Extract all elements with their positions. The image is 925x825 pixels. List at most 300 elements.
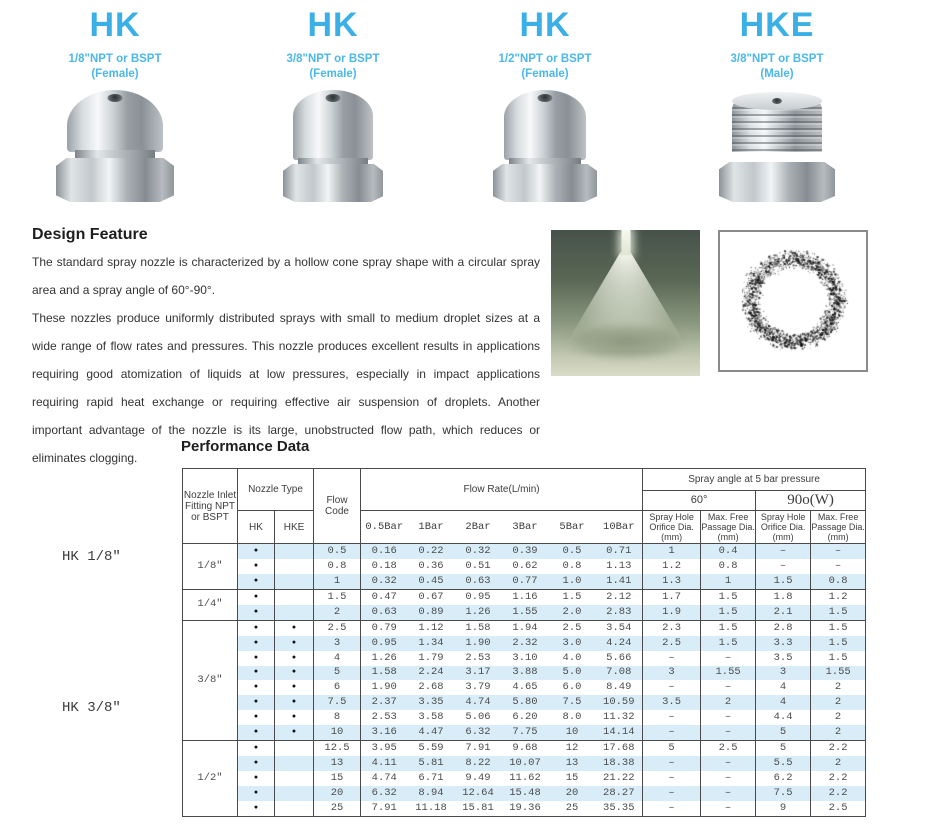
flow-rate-cell: 11.18 <box>415 801 447 814</box>
flow-rate-cell: 0.18 <box>361 559 408 574</box>
spray-angle-cell: 1.8 <box>756 589 811 604</box>
spray-angle-cell: 2 <box>811 710 866 725</box>
flow-rate-cell: 5.0 <box>549 666 596 681</box>
flow-rate-cell: 6.32 <box>455 725 502 740</box>
product-hk-12 <box>440 4 650 202</box>
spray-angle-cell: – <box>643 771 701 786</box>
nozzle-collar <box>75 150 155 159</box>
header-angle-60: 60° <box>643 491 756 511</box>
flow-rate-cell: 0.77 <box>502 574 549 589</box>
header-max-free-90: Max. Free Passage Dia.(mm) <box>811 512 865 542</box>
flow-rate-cell: 5.06 <box>465 711 491 724</box>
spray-angle-cell: 1.5 <box>811 651 866 666</box>
flow-rate-cell: 3.88 <box>502 666 549 681</box>
spray-angle-cell: – <box>811 544 866 559</box>
spray-angle-cell: 2.1 <box>756 605 811 620</box>
flow-code-cell: 8 <box>314 710 361 725</box>
flow-rate-cell: 3.35 <box>408 695 455 710</box>
flow-code-cell: 20 <box>314 786 361 801</box>
flow-rate-cell: 1.94 <box>502 620 549 635</box>
side-label-hk-18: HK 1/8″ <box>62 549 121 565</box>
product-hk-38 <box>228 4 438 202</box>
flow-code-cell: 3 <box>314 636 361 651</box>
flow-rate-cell: 0.47 <box>361 589 408 604</box>
flow-rate-cell: 9.49 <box>465 772 491 785</box>
flow-rate-cell: 3.10 <box>512 651 538 664</box>
spray-angle-cell: – <box>701 801 756 816</box>
table-row <box>183 741 866 756</box>
flow-code-cell: 7.5 <box>314 695 361 710</box>
spray-angle-cell: – <box>643 725 701 740</box>
product-title: HK <box>519 6 571 44</box>
table-row <box>183 605 866 620</box>
table-row <box>183 589 866 604</box>
hk-dot-cell: ● <box>238 801 275 816</box>
hke-dot-cell <box>275 771 314 786</box>
spray-angle-cell: – <box>643 651 701 666</box>
nozzle-orifice <box>538 94 553 102</box>
flow-rate-cell: 1.5 <box>549 589 596 604</box>
flow-rate-cell: 7.75 <box>502 725 549 740</box>
header-flow-rate: Flow Rate(L/min) <box>361 469 643 511</box>
design-feature-paragraph-1: The standard spray nozzle is characterized by a hollow cone spray shape with a circular spray area and a spray angle of 60°-90°. <box>32 255 540 297</box>
flow-rate-cell: 7.08 <box>596 666 643 681</box>
flow-rate-cell: 4.11 <box>361 756 408 771</box>
flow-code-cell: 6 <box>314 680 361 695</box>
hke-dot-cell: ● <box>275 666 314 681</box>
flow-rate-cell: 3.79 <box>465 681 491 694</box>
nozzle-image <box>273 90 393 202</box>
spray-angle-cell: – <box>701 756 756 771</box>
table-row <box>183 666 866 681</box>
table-row <box>183 636 866 651</box>
table-row <box>183 680 866 695</box>
flow-rate-cell: 0.5 <box>549 544 596 559</box>
flow-code-cell: 15 <box>314 771 361 786</box>
spray-angle-cell: 1.5 <box>756 574 811 589</box>
flow-rate-cell: 8.49 <box>606 681 632 694</box>
product-spec: 1/2"NPT or BSPT <box>498 53 592 65</box>
flow-rate-cell: 3.58 <box>418 711 444 724</box>
nozzle-hex-nut <box>283 164 383 202</box>
spray-angle-cell: – <box>701 680 756 695</box>
spray-angle-cell: 4 <box>756 680 811 695</box>
header-nozzle-type: Nozzle Type <box>238 469 314 511</box>
spray-angle-cell: – <box>701 786 756 801</box>
flow-rate-cell: 25 <box>565 801 579 814</box>
table-row <box>183 756 866 771</box>
spray-angle-cell: 2.5 <box>811 801 866 816</box>
nozzle-hex-nut <box>56 158 174 202</box>
spray-angle-cell: 0.8 <box>701 559 756 574</box>
fitting-size-cell: 1/4″ <box>183 589 238 620</box>
flow-rate-cell: 0.32 <box>455 544 502 559</box>
spray-angle-cell: – <box>643 710 701 725</box>
header-bar-5: 5Bar <box>549 511 596 544</box>
header-bar-10: 10Bar <box>596 511 643 544</box>
spray-angle-cell: – <box>643 786 701 801</box>
spray-angle-cell: – <box>701 651 756 666</box>
flow-rate-cell: 10.07 <box>502 756 549 771</box>
nozzle-orifice <box>326 94 341 102</box>
flow-rate-cell: 2.68 <box>418 681 444 694</box>
spray-angle-cell: 2 <box>811 725 866 740</box>
spray-splash-shadow <box>567 324 685 360</box>
product-gender: (Female) <box>91 68 139 80</box>
spray-angle-cell: 1.5 <box>811 636 866 651</box>
hk-dot-cell: ● <box>238 786 275 801</box>
flow-rate-cell: 0.71 <box>596 544 643 559</box>
spray-angle-cell: 1.5 <box>811 605 866 620</box>
product-title: HK <box>89 6 141 44</box>
flow-rate-cell: 3.95 <box>361 741 408 756</box>
flow-rate-cell: 19.36 <box>509 801 541 814</box>
design-feature-heading: Design Feature <box>32 226 148 243</box>
header-max-free-60: Max. Free Passage Dia.(mm) <box>701 512 755 542</box>
spray-angle-cell: 1.5 <box>701 636 756 651</box>
nozzle-image <box>485 90 605 202</box>
flow-code-cell: 25 <box>314 801 361 816</box>
flow-rate-cell: 1.90 <box>455 636 502 651</box>
flow-rate-cell: 1.90 <box>361 680 408 695</box>
spray-angle-cell: 9 <box>756 801 811 816</box>
hke-dot-cell <box>275 574 314 589</box>
flow-rate-cell: 2.5 <box>549 620 596 635</box>
spray-angle-cell: 3.5 <box>756 651 811 666</box>
spray-angle-cell: 1 <box>701 574 756 589</box>
flow-rate-cell: 0.51 <box>465 559 491 572</box>
flow-rate-cell: 15.81 <box>462 801 494 814</box>
hk-dot-cell: ● <box>238 710 275 725</box>
performance-data-heading: Performance Data <box>181 438 310 455</box>
fitting-size-cell: 3/8″ <box>183 620 238 741</box>
product-title: HK <box>307 6 359 44</box>
flow-rate-cell: 5.80 <box>502 695 549 710</box>
product-title: HKE <box>739 6 815 44</box>
nozzle-hex-nut <box>493 164 597 202</box>
hke-dot-cell: ● <box>275 636 314 651</box>
flow-rate-cell: 7.91 <box>455 741 502 756</box>
spray-angle-cell: 5 <box>756 741 811 756</box>
flow-code-cell: 1 <box>314 574 361 589</box>
header-flow-code: Flow Code <box>314 469 361 544</box>
flow-rate-cell: 0.32 <box>361 574 408 589</box>
flow-rate-cell: 1.41 <box>596 574 643 589</box>
header-bar-05: 0.5Bar <box>361 511 408 544</box>
flow-rate-cell: 3.54 <box>596 620 643 635</box>
header-bar-1: 1Bar <box>408 511 455 544</box>
fitting-size-cell: 1/8″ <box>183 544 238 590</box>
flow-rate-cell: 0.67 <box>408 589 455 604</box>
flow-rate-cell: 12.64 <box>455 786 502 801</box>
flow-rate-cell: 5.81 <box>408 756 455 771</box>
nozzle-hex-nut <box>719 162 835 202</box>
hke-dot-cell: ● <box>275 651 314 666</box>
spray-angle-cell: 1.55 <box>811 666 866 681</box>
spray-angle-cell: 2 <box>811 680 866 695</box>
product-gender: (Male) <box>760 68 794 80</box>
hk-dot-cell: ● <box>238 771 275 786</box>
flow-rate-cell: 5.66 <box>606 651 632 664</box>
flow-rate-cell: 1.12 <box>408 620 455 635</box>
table-row <box>183 651 866 666</box>
table-row <box>183 559 866 574</box>
flow-rate-cell: 15.48 <box>502 786 549 801</box>
flow-rate-cell: 0.95 <box>455 589 502 604</box>
spray-angle-cell: 1.2 <box>643 559 701 574</box>
hk-dot-cell: ● <box>238 620 275 635</box>
flow-rate-cell: 6.20 <box>512 711 538 724</box>
spray-angle-cell: 0.8 <box>811 574 866 589</box>
spray-angle-cell: 2.5 <box>701 741 756 756</box>
spray-cone-photo <box>551 230 700 376</box>
table-row <box>183 710 866 725</box>
flow-rate-cell: 9.68 <box>502 741 549 756</box>
flow-rate-cell: 0.16 <box>361 544 408 559</box>
spray-angle-cell: 2.2 <box>811 741 866 756</box>
nozzle-image <box>55 90 175 202</box>
spray-angle-cell: 3 <box>643 666 701 681</box>
flow-rate-cell: 4.74 <box>361 771 408 786</box>
spray-angle-cell: 1 <box>643 544 701 559</box>
hk-dot-cell: ● <box>238 589 275 604</box>
flow-rate-cell: 13 <box>549 756 596 771</box>
hke-dot-cell <box>275 756 314 771</box>
flow-rate-cell: 10.59 <box>596 695 643 710</box>
flow-rate-cell: 0.79 <box>361 620 408 635</box>
flow-rate-cell: 2.0 <box>549 605 596 620</box>
spray-angle-cell: – <box>701 771 756 786</box>
header-bar-2: 2Bar <box>455 511 502 544</box>
header-bar-3: 3Bar <box>502 511 549 544</box>
spray-angle-cell: 5.5 <box>756 756 811 771</box>
header-spray-angle: Spray angle at 5 bar pressure <box>643 469 866 491</box>
flow-rate-cell: 1.55 <box>502 605 549 620</box>
hke-dot-cell <box>275 786 314 801</box>
flow-rate-cell: 1.58 <box>361 666 408 681</box>
flow-code-cell: 13 <box>314 756 361 771</box>
spray-angle-cell: 1.5 <box>701 589 756 604</box>
hke-dot-cell <box>275 741 314 756</box>
flow-rate-cell: 15 <box>565 772 579 785</box>
flow-rate-cell: 0.39 <box>502 544 549 559</box>
table-row <box>183 801 866 816</box>
spray-angle-cell: – <box>701 725 756 740</box>
hk-dot-cell: ● <box>238 651 275 666</box>
flow-rate-cell: 6.71 <box>418 772 444 785</box>
hke-dot-cell: ● <box>275 680 314 695</box>
flow-rate-cell: 4.74 <box>455 695 502 710</box>
table-row <box>183 574 866 589</box>
flow-code-cell: 5 <box>314 666 361 681</box>
nozzle-orifice <box>108 94 123 102</box>
hk-dot-cell: ● <box>238 725 275 740</box>
flow-rate-cell: 35.35 <box>603 801 635 814</box>
spray-angle-cell: – <box>756 559 811 574</box>
spray-angle-cell: 1.5 <box>701 620 756 635</box>
flow-rate-cell: 0.89 <box>408 605 455 620</box>
spray-angle-cell: 1.7 <box>643 589 701 604</box>
flow-code-cell: 1.5 <box>314 589 361 604</box>
product-spec: 3/8"NPT or BSPT <box>730 53 824 65</box>
design-feature-paragraph-2: These nozzles produce uniformly distributed sprays with small to medium droplet sizes at a wide range of flow rates and pressures. This nozzle produces excellent results in applications requiring good atomization of liquids at low pressures, especially in impact applications requiring rapid heat exchange or requiring effective air suspension of droplets. Another important advantage of the nozzle is its large, unobstructed flow path, which reduces or eliminates clogging. <box>32 311 540 465</box>
flow-rate-cell: 8.0 <box>562 711 582 724</box>
hk-dot-cell: ● <box>238 695 275 710</box>
flow-rate-cell: 10 <box>549 725 596 740</box>
spray-angle-cell: 6.2 <box>756 771 811 786</box>
spray-angle-cell: 1.5 <box>811 620 866 635</box>
spray-angle-cell: 7.5 <box>756 786 811 801</box>
spray-pattern-ring <box>718 230 868 372</box>
spray-angle-cell: – <box>643 680 701 695</box>
flow-code-cell: 12.5 <box>314 741 361 756</box>
flow-rate-cell: 5.59 <box>408 741 455 756</box>
spray-angle-cell: – <box>756 544 811 559</box>
flow-rate-cell: 14.14 <box>596 725 643 740</box>
flow-rate-cell: 12 <box>549 741 596 756</box>
product-gender: (Female) <box>309 68 357 80</box>
table-row <box>183 725 866 740</box>
flow-code-cell: 4 <box>314 651 361 666</box>
hk-dot-cell: ● <box>238 605 275 620</box>
nozzle-orifice <box>772 98 782 104</box>
flow-code-cell: 2.5 <box>314 620 361 635</box>
flow-rate-cell: 2.53 <box>465 651 491 664</box>
header-angle-90: 90o(W) <box>756 491 866 511</box>
spray-angle-cell: 3.5 <box>643 695 701 710</box>
side-label-hk-38: HK 3/8″ <box>62 700 121 716</box>
flow-code-cell: 0.8 <box>314 559 361 574</box>
flow-rate-cell: 17.68 <box>596 741 643 756</box>
table-row <box>183 620 866 635</box>
spray-angle-cell: 1.9 <box>643 605 701 620</box>
flow-rate-cell: 1.16 <box>502 589 549 604</box>
hk-dot-cell: ● <box>238 666 275 681</box>
flow-rate-cell: 3.17 <box>455 666 502 681</box>
table-row <box>183 786 866 801</box>
spray-angle-cell: 5 <box>756 725 811 740</box>
spray-angle-cell: 3.3 <box>756 636 811 651</box>
header-hke: HKE <box>275 511 314 544</box>
flow-rate-cell: 8.22 <box>455 756 502 771</box>
header-spray-hole-60: Spray Hole Orifice Dia.(mm) <box>643 511 701 544</box>
flow-rate-cell: 1.26 <box>455 605 502 620</box>
flow-rate-cell: 0.45 <box>408 574 455 589</box>
spray-angle-cell: 2.2 <box>811 771 866 786</box>
flow-rate-cell: 21.22 <box>603 772 635 785</box>
table-row <box>183 771 866 786</box>
hke-dot-cell: ● <box>275 725 314 740</box>
header-spray-hole-90: Spray Hole Orifice Dia.(mm) <box>756 511 811 544</box>
flow-rate-cell: 0.63 <box>361 605 408 620</box>
flow-rate-cell: 1.0 <box>549 574 596 589</box>
spray-angle-cell: 1.5 <box>701 605 756 620</box>
performance-table-body <box>183 544 866 817</box>
hke-dot-cell: ● <box>275 695 314 710</box>
spray-angle-cell: 2 <box>811 756 866 771</box>
spray-nozzle-tip <box>621 230 630 255</box>
performance-data-table <box>182 468 866 817</box>
product-gender: (Female) <box>521 68 569 80</box>
flow-rate-cell: 20 <box>549 786 596 801</box>
hk-dot-cell: ● <box>238 574 275 589</box>
flow-rate-cell: 4.0 <box>562 651 582 664</box>
flow-rate-cell: 18.38 <box>596 756 643 771</box>
spray-angle-cell: 2 <box>811 695 866 710</box>
spray-angle-cell: – <box>701 710 756 725</box>
hke-dot-cell <box>275 559 314 574</box>
product-hk-18 <box>10 4 220 202</box>
nozzle-image <box>717 90 837 202</box>
spray-angle-cell: 2.8 <box>756 620 811 635</box>
flow-rate-cell: 3.0 <box>549 636 596 651</box>
flow-rate-cell: 6.0 <box>562 681 582 694</box>
flow-rate-cell: 1.58 <box>455 620 502 635</box>
spray-angle-cell: 5 <box>643 741 701 756</box>
flow-code-cell: 0.5 <box>314 544 361 559</box>
flow-rate-cell: 1.13 <box>606 559 632 572</box>
flow-rate-cell: 0.8 <box>562 559 582 572</box>
spray-angle-cell: – <box>811 559 866 574</box>
product-spec: 1/8"NPT or BSPT <box>68 53 162 65</box>
spray-angle-cell: 0.4 <box>701 544 756 559</box>
spray-pattern-ring-canvas <box>720 232 866 370</box>
flow-rate-cell: 2.37 <box>361 695 408 710</box>
hk-dot-cell: ● <box>238 559 275 574</box>
flow-rate-cell: 1.26 <box>361 651 408 666</box>
spray-angle-cell: 1.2 <box>811 589 866 604</box>
flow-rate-cell: 1.34 <box>408 636 455 651</box>
hke-dot-cell <box>275 589 314 604</box>
flow-code-cell: 2 <box>314 605 361 620</box>
hk-dot-cell: ● <box>238 636 275 651</box>
flow-rate-cell: 6.32 <box>361 786 408 801</box>
flow-rate-cell: 0.95 <box>361 636 408 651</box>
table-row <box>183 695 866 710</box>
spray-angle-cell: 4 <box>756 695 811 710</box>
hk-dot-cell: ● <box>238 680 275 695</box>
flow-rate-cell: 2.12 <box>596 589 643 604</box>
product-hke-38 <box>672 4 882 202</box>
hke-dot-cell <box>275 605 314 620</box>
flow-rate-cell: 11.32 <box>603 711 635 724</box>
flow-rate-cell: 0.62 <box>512 559 538 572</box>
flow-rate-cell: 2.24 <box>408 666 455 681</box>
flow-rate-cell: 8.94 <box>408 786 455 801</box>
spray-angle-cell: – <box>643 801 701 816</box>
flow-rate-cell: 1.79 <box>418 651 444 664</box>
hk-dot-cell: ● <box>238 741 275 756</box>
product-spec: 3/8"NPT or BSPT <box>286 53 380 65</box>
hk-dot-cell: ● <box>238 544 275 559</box>
flow-rate-cell: 7.5 <box>549 695 596 710</box>
hke-dot-cell <box>275 801 314 816</box>
flow-code-cell: 10 <box>314 725 361 740</box>
flow-rate-cell: 0.36 <box>418 559 444 572</box>
header-hk: HK <box>238 511 275 544</box>
flow-rate-cell: 0.63 <box>455 574 502 589</box>
hk-dot-cell: ● <box>238 756 275 771</box>
spray-angle-cell: 2 <box>701 695 756 710</box>
flow-rate-cell: 2.32 <box>502 636 549 651</box>
flow-rate-cell: 4.65 <box>512 681 538 694</box>
flow-rate-cell: 28.27 <box>596 786 643 801</box>
spray-angle-cell: 2.3 <box>643 620 701 635</box>
flow-rate-cell: 0.22 <box>408 544 455 559</box>
hke-dot-cell: ● <box>275 710 314 725</box>
fitting-size-cell: 1/2″ <box>183 741 238 817</box>
spray-angle-cell: 1.3 <box>643 574 701 589</box>
